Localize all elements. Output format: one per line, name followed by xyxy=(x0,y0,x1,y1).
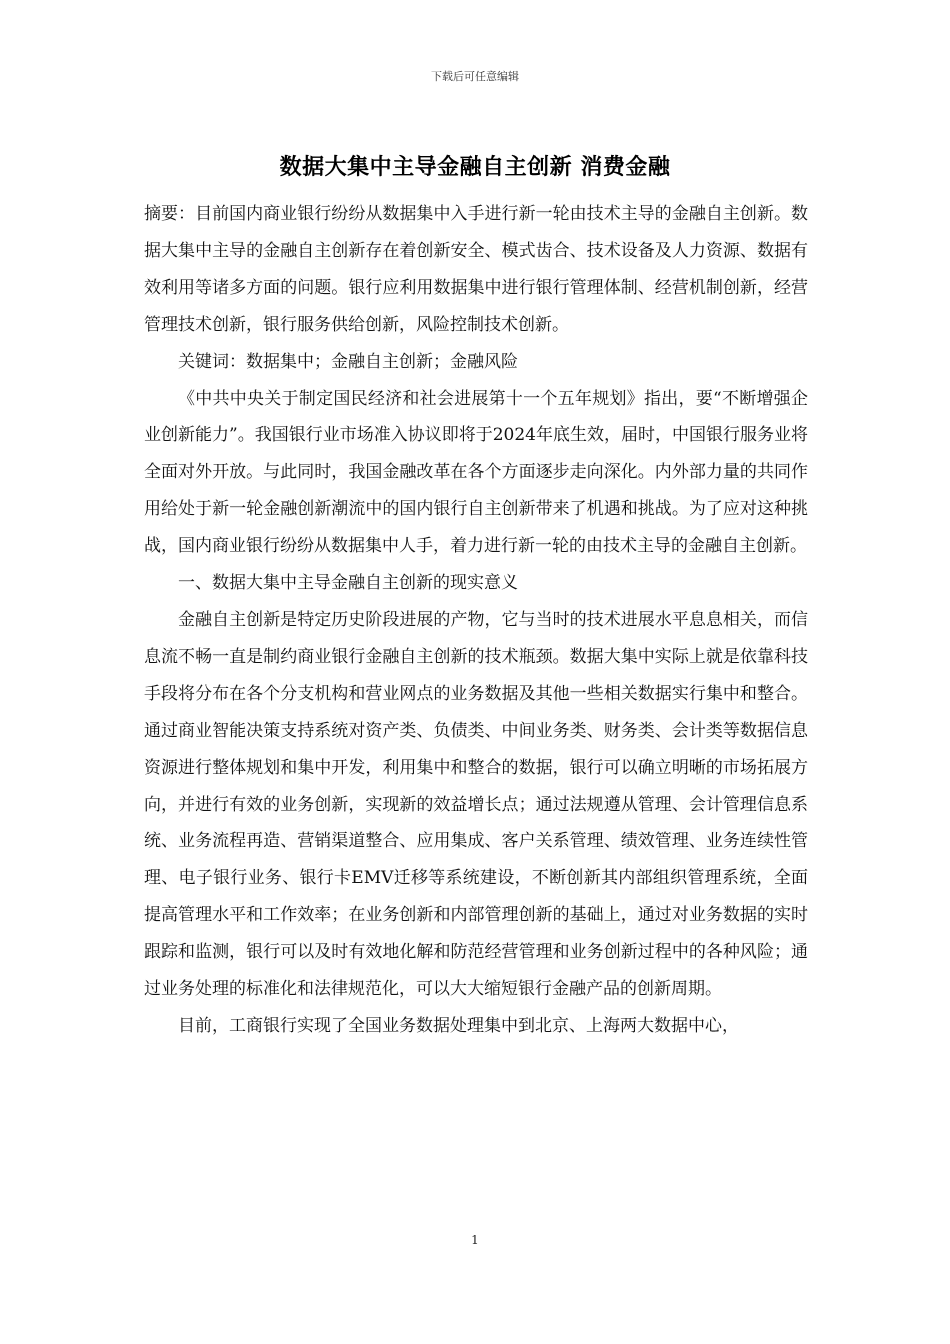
header-note: 下载后可任意编辑 xyxy=(431,70,519,83)
abstract-paragraph: 摘要：目前国内商业银行纷纷从数据集中入手进行新一轮由技术主导的金融自主创新。数据大集中主导的金融自主创新存在着创新安全、模式齿合、技术设备及人力资源、数据有效利用等诸多方面的问题。银行应利用数据集中进行银行管理体制、经营机制创新，经营管理技术创新，银行服务供给创新，风险控制技术创新。 xyxy=(144,204,808,335)
keywords-paragraph: 关键词：数据集中；金融自主创新；金融风险 xyxy=(178,351,518,372)
document-title: 数据大集中主导金融自主创新 消费金融 xyxy=(279,155,671,180)
document-body xyxy=(144,196,808,1045)
body-paragraph: 金融自主创新是特定历史阶段进展的产物，它与当时的技术进展水平息息相关，而信息流不畅一直是制约商业银行金融自主创新的技术瓶颈。数据大集中实际上就是依靠科技手段将分布在各个分支机构和营业网点的业务数据及其他一些相关数据实行集中和整合。通过商业智能决策支持系统对资产类、负债类、中间业务类、财务类、会计类等数据信息资源进行整体规划和集中开发，利用集中和整合的数据，银行可以确立明晰的市场拓展方向，并进行有效的业务创新，实现新的效益增长点；通过法规遵从管理、会计管理信息系统、业务流程再造、营销渠道整合、应用集成、客户关系管理、绩效管理、业务连续性管理、电子银行业务、银行卡EMV迁移等系统建设，不断创新其内部组织管理系统，全面提高管理水平和工作效率；在业务创新和内部管理创新的基础上，通过对业务数据的实时跟踪和监测，银行可以及时有效地化解和防范经营管理和业务创新过程中的各种风险；通过业务处理的标准化和法律规范化，可以大大缩短银行金融产品的创新周期。 xyxy=(144,609,808,1000)
page-number: 1 xyxy=(471,1233,479,1247)
body-paragraph: 《中共中央关于制定国民经济和社会进展第十一个五年规划》指出，要“不断增强企业创新能力”。我国银行业市场准入协议即将于2024年底生效，届时，中国银行服务业将全面对外开放。与此同时，我国金融改革在各个方面逐步走向深化。内外部力量的共同作用给处于新一轮金融创新潮流中的国内银行自主创新带来了机遇和挑战。为了应对这种挑战，国内商业银行纷纷从数据集中人手，着力进行新一轮的由技术主导的金融自主创新。 xyxy=(144,388,808,557)
section-heading: 一、数据大集中主导金融自主创新的现实意义 xyxy=(178,573,518,594)
body-paragraph: 目前，工商银行实现了全国业务数据处理集中到北京、上海两大数据中心， xyxy=(178,1015,739,1036)
